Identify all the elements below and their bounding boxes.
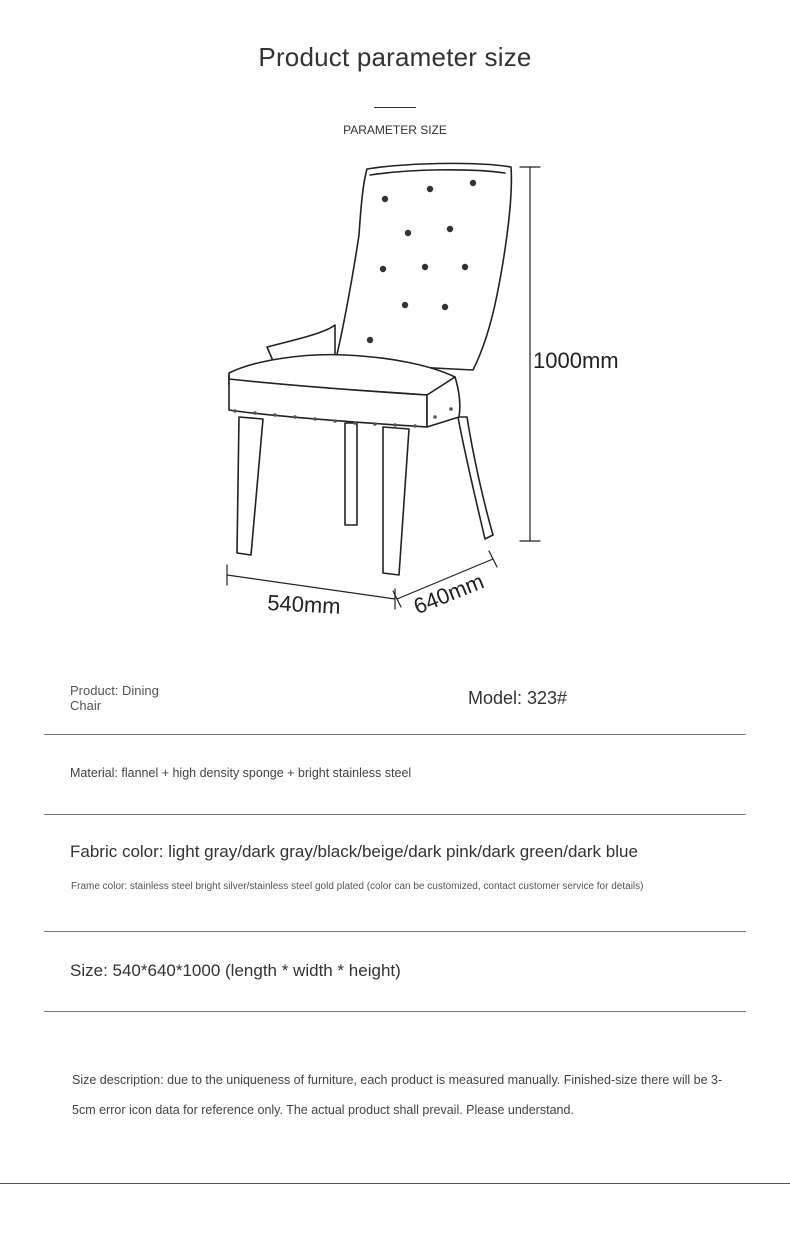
nailhead-trim [233,409,237,413]
frame-color-spec: Frame color: stainless steel bright silver/stainless steel gold plated (color can be customized, contact customer service for details) [71,881,644,892]
section-divider [44,931,746,932]
tuft-button [422,264,428,270]
width-dimension-label: 540mm [266,590,342,619]
tuft-button [462,264,468,270]
size-spec: Size: 540*640*1000 (length * width * height) [70,961,401,980]
tuft-button [447,226,453,232]
model-number: Model: 323# [468,688,568,708]
fabric-color-spec: Fabric color: light gray/dark gray/black/beige/dark pink/dark green/dark blue [70,842,638,861]
material-spec: Material: flannel + high density sponge + bright stainless steel [70,766,412,780]
back-leg-right [458,417,493,539]
chair-illustration [215,155,635,635]
page-subtitle: PARAMETER SIZE [343,123,447,137]
nailhead-trim [373,422,377,426]
section-divider [44,1011,746,1012]
tuft-button [382,196,388,202]
tuft-button [367,337,373,343]
nailhead-trim [293,415,297,419]
back-leg-left [345,423,357,525]
height-dimension-label: 1000mm [533,348,619,373]
nailhead-trim [433,415,437,419]
footer-divider [0,1183,790,1184]
tuft-button [427,186,433,192]
section-divider [44,734,746,735]
section-divider [44,814,746,815]
nailhead-trim [393,423,397,427]
depth-dimension-label: 640mm [410,568,488,620]
page-title: Product parameter size [258,42,532,72]
tuft-button [405,230,411,236]
product-name: Product: Dining Chair [70,683,159,713]
nailhead-trim [253,411,257,415]
nailhead-trim [449,407,453,411]
nailhead-trim [333,419,337,423]
tuft-button [470,180,476,186]
front-leg-left [237,417,263,555]
nailhead-trim [273,413,277,417]
front-leg-right [383,427,409,575]
nailhead-trim [313,417,317,421]
title-divider [374,107,416,108]
nailhead-trim [353,421,357,425]
nailhead-trim [413,424,417,428]
tuft-button [402,302,408,308]
tuft-button [380,266,386,272]
tuft-button [442,304,448,310]
size-description: Size description: due to the uniqueness of furniture, each product is measured manually. Finished-size there will be 3-5cm error icon data for reference only. The actual product shall prevail. Please understand. [72,1073,723,1117]
